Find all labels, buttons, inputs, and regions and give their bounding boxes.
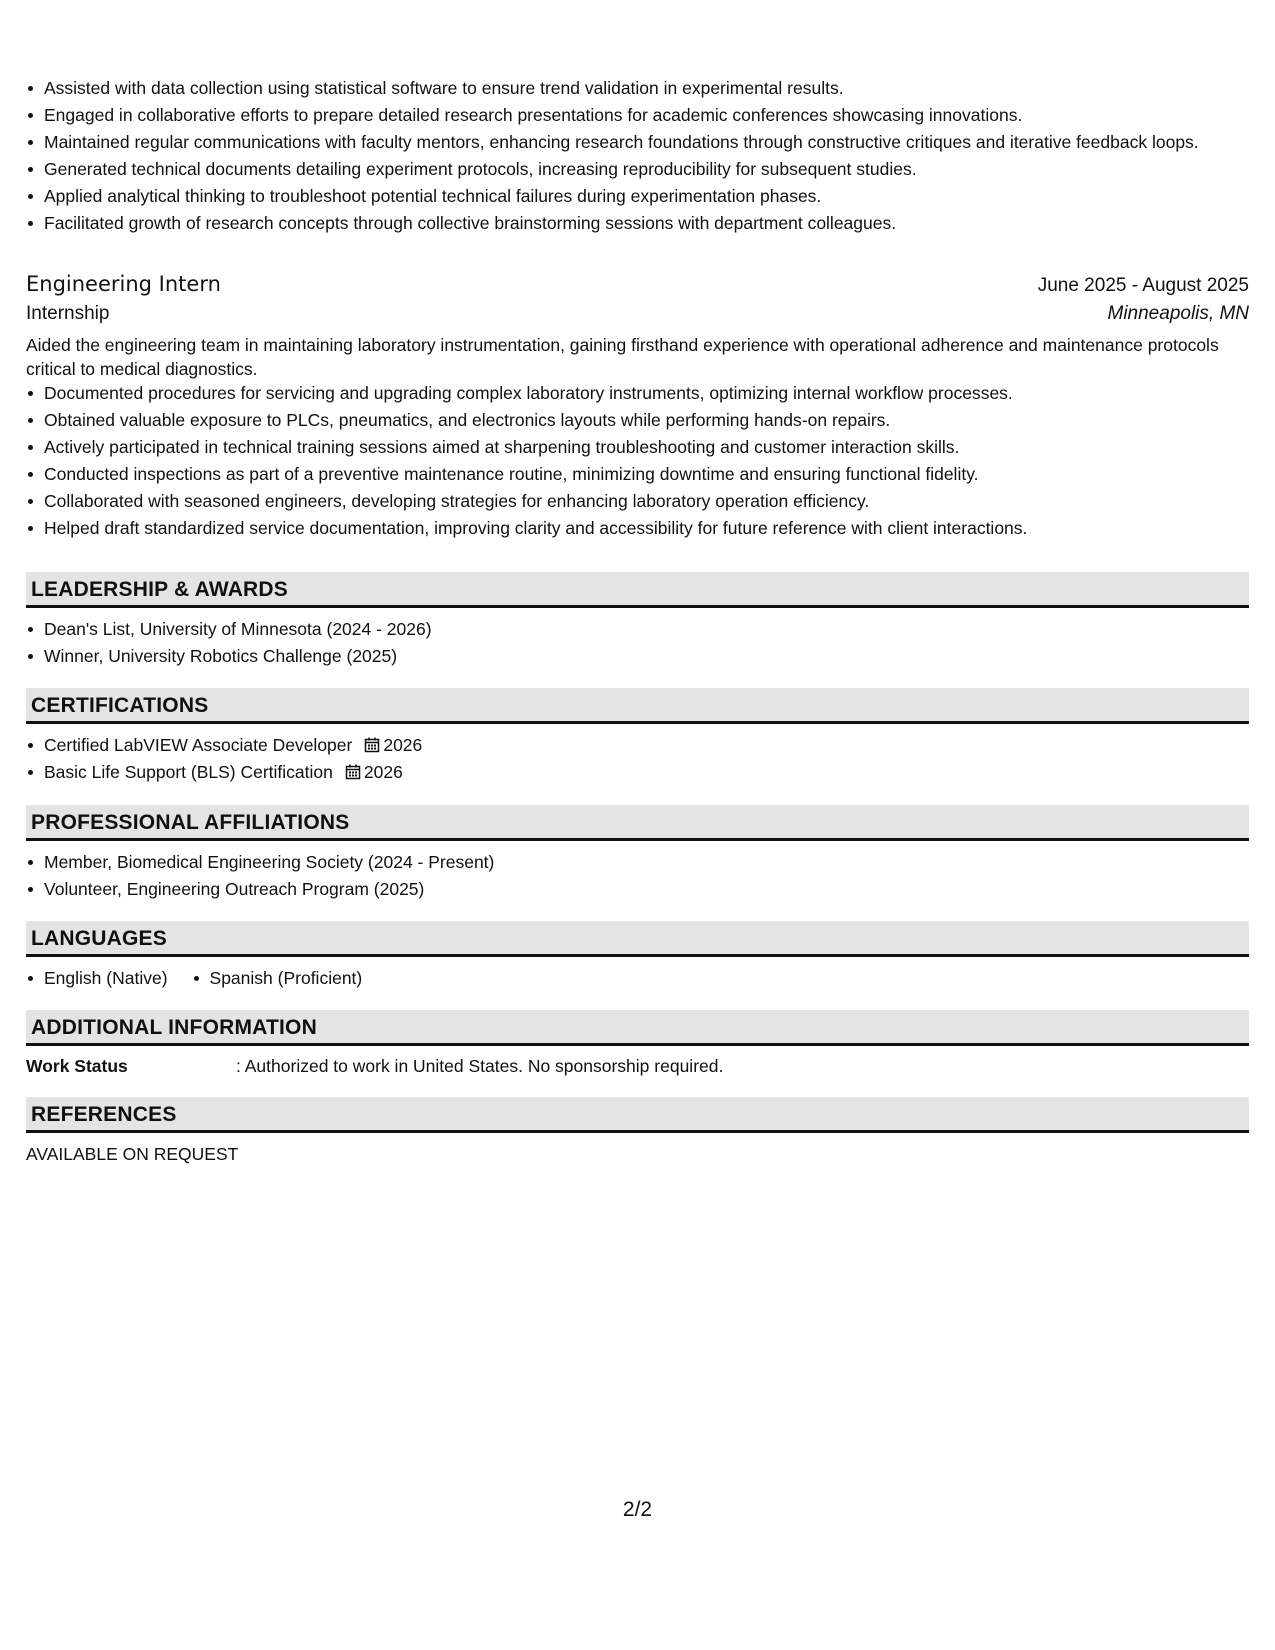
languages-list xyxy=(26,966,1249,993)
affiliations-list xyxy=(26,850,1249,901)
leadership-list xyxy=(26,617,1249,668)
list-item: Applied analytical thinking to troubleshoot potential technical failures during experimentation phases. xyxy=(26,184,1249,208)
list-item: English (Native) xyxy=(26,966,168,990)
calendar-icon xyxy=(345,764,361,780)
list-item: Dean's List, University of Minnesota (2024 - 2026) xyxy=(26,617,1249,641)
job-description: Aided the engineering team in maintaining laboratory instrumentation, gaining firsthand experience with operational adherence and maintenance protocols critical to medical diagnostics. xyxy=(26,335,1219,379)
list-item: Member, Biomedical Engineering Society (2024 - Present) xyxy=(26,850,1249,874)
info-row xyxy=(26,1054,1249,1078)
list-item: Helped draft standardized service documentation, improving clarity and accessibility for future reference with client interactions. xyxy=(26,516,1249,540)
job-entry xyxy=(26,272,1249,543)
section-affiliations xyxy=(26,805,1249,904)
list-item: Winner, University Robotics Challenge (2025) xyxy=(26,644,1249,668)
list-item xyxy=(26,760,1249,784)
section-heading: ADDITIONAL INFORMATION xyxy=(26,1010,1249,1046)
list-item xyxy=(26,733,1249,757)
cert-name: Certified LabVIEW Associate Developer xyxy=(44,735,353,755)
job-type: Internship xyxy=(26,303,110,324)
list-item: Engaged in collaborative efforts to prepare detailed research presentations for academic conferences showcasing innovations. xyxy=(26,103,1249,127)
page-number: 2/2 xyxy=(622,1498,653,1521)
section-additional xyxy=(26,1010,1249,1078)
section-languages xyxy=(26,921,1249,993)
section-heading: LEADERSHIP & AWARDS xyxy=(26,572,1249,608)
job-location: Minneapolis, MN xyxy=(1107,303,1249,324)
list-item: Volunteer, Engineering Outreach Program (2025) xyxy=(26,877,1249,901)
list-item: Maintained regular communications with faculty mentors, enhancing research foundations through constructive critiques and iterative feedback loops. xyxy=(26,130,1249,154)
list-item: Facilitated growth of research concepts through collective brainstorming sessions with department colleagues. xyxy=(26,211,1249,235)
cert-name: Basic Life Support (BLS) Certification xyxy=(44,762,333,782)
info-label: Work Status xyxy=(26,1056,128,1076)
list-item: Generated technical documents detailing experiment protocols, increasing reproducibility for subsequent studies. xyxy=(26,157,1249,181)
list-item: Collaborated with seasoned engineers, developing strategies for enhancing laboratory operation efficiency. xyxy=(26,489,1249,513)
list-item: Documented procedures for servicing and upgrading complex laboratory instruments, optimizing internal workflow processes. xyxy=(26,381,1249,405)
cert-year: 2026 xyxy=(383,735,423,755)
list-item: Spanish (Proficient) xyxy=(192,966,363,990)
prev-job-bullets xyxy=(26,76,1249,238)
section-leadership xyxy=(26,572,1249,671)
references-text: AVAILABLE ON REQUEST xyxy=(26,1144,239,1164)
section-certifications xyxy=(26,688,1249,787)
section-heading: CERTIFICATIONS xyxy=(26,688,1249,724)
info-value: : Authorized to work in United States. No sponsorship required. xyxy=(236,1056,724,1076)
cert-year: 2026 xyxy=(363,762,403,782)
job-title: Engineering Intern xyxy=(26,272,221,296)
certifications-list xyxy=(26,733,1249,784)
section-heading: REFERENCES xyxy=(26,1097,1249,1133)
section-heading: PROFESSIONAL AFFILIATIONS xyxy=(26,805,1249,841)
calendar-icon xyxy=(364,737,380,753)
list-item: Assisted with data collection using statistical software to ensure trend validation in experimental results. xyxy=(26,76,1249,100)
list-item: Obtained valuable exposure to PLCs, pneumatics, and electronics layouts while performing hands-on repairs. xyxy=(26,408,1249,432)
list-item: Actively participated in technical training sessions aimed at sharpening troubleshooting and customer interaction skills. xyxy=(26,435,1249,459)
section-heading: LANGUAGES xyxy=(26,921,1249,957)
list-item: Conducted inspections as part of a preventive maintenance routine, minimizing downtime and ensuring functional fidelity. xyxy=(26,462,1249,486)
job-dates: June 2025 - August 2025 xyxy=(1037,275,1249,296)
section-references xyxy=(26,1097,1249,1166)
job-bullets xyxy=(26,381,1249,540)
